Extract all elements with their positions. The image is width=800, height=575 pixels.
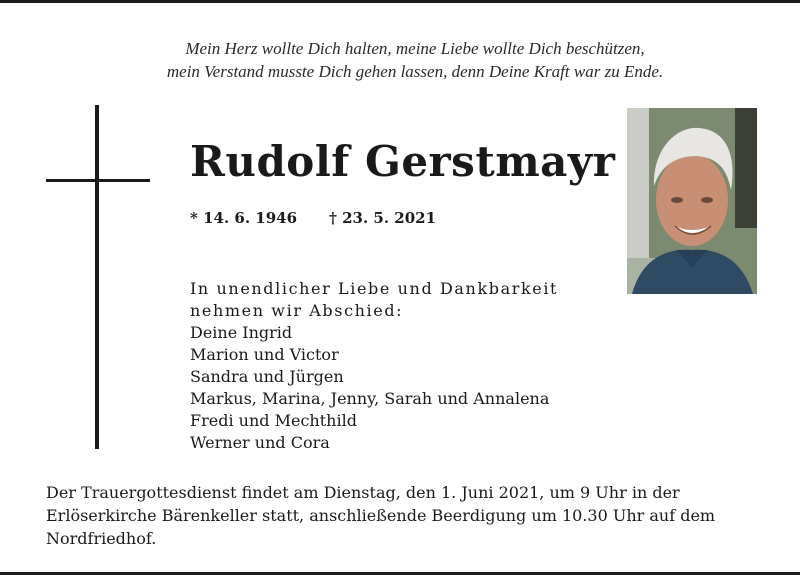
funeral-service-info [46,481,766,550]
birth-date: * 14. 6. 1946 [190,209,298,227]
cross-horizontal-bar [46,179,150,182]
deceased-name: Rudolf Gerstmayr [190,137,616,186]
service-line: Erlöserkirche Bärenkeller statt, anschließende Beerdigung um 10.30 Uhr auf dem [46,506,716,525]
poem [0,37,800,83]
mourner-name: Markus, Marina, Jenny, Sarah und Annalena [190,389,550,408]
death-date: † 23. 5. 2021 [329,209,437,227]
farewell-intro-line: nehmen wir Abschied: [190,301,404,320]
cross-vertical-bar [95,105,99,449]
farewell-intro-line: In unendlicher Liebe und Dankbarkeit [190,279,559,298]
mourner-name: Marion und Victor [190,345,339,364]
portrait-photo [627,108,757,294]
mourner-name: Sandra und Jürgen [190,367,344,386]
poem-line: Mein Herz wollte Dich halten, meine Liebe wollte Dich beschützen, [185,39,645,58]
mourner-name: Fredi und Mechthild [190,411,357,430]
poem-line: mein Verstand musste Dich gehen lassen, denn Deine Kraft war zu Ende. [166,62,664,81]
life-dates [190,209,436,227]
service-line: Nordfriedhof. [46,529,157,548]
mourner-name: Werner und Cora [190,433,330,452]
service-line: Der Trauergottesdienst findet am Dienstag, den 1. Juni 2021, um 9 Uhr in der [46,483,680,502]
farewell-block [190,278,558,454]
mourner-name: Deine Ingrid [190,323,293,342]
portrait-illustration [627,108,757,294]
